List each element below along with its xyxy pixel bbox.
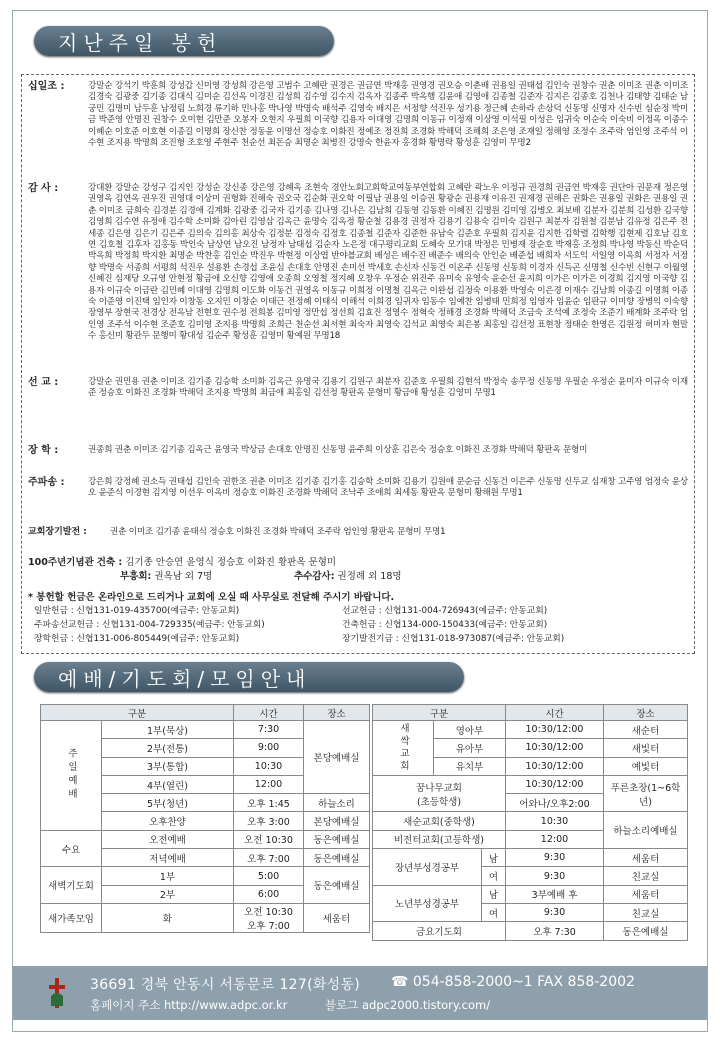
col-header: 장소 <box>604 705 688 721</box>
service-time: 9:30 <box>506 903 604 921</box>
service-place: 동은예배실 <box>604 922 688 940</box>
gender: 남 <box>482 885 506 903</box>
col-header: 구분 <box>41 705 234 721</box>
footer <box>13 966 707 1020</box>
service-place: 세움터 <box>304 903 370 932</box>
section-text: 강말순 권민용 권춘 이미조 김기종 김승학 소미화 김옥근 유명국 김용기 김원구 최분자 김준호 우필희 김현석 박정숙 송무정 신동명 우필순 우정순 윤미자 이규숙 이재준 정승호 이화진 조경화 박해덕 조지용 박명희 최금애 최홍일 김선정 황판옥 문형미 황금애 황성훈 김영미 무명1 <box>88 377 688 399</box>
family-time-2: 오후 7:00 <box>247 920 290 932</box>
service-time: 10:30/12:00 <box>506 775 604 793</box>
service-time: 오전 10:30 <box>234 830 304 848</box>
section-text: 권춘 이미조 김기종 윤태식 정승호 이화진 조경화 박해덕 조주락 엄인영 황판옥 문형미 무명1 <box>110 527 446 537</box>
blog-link[interactable]: 블로그 adpc2000.tistory.com/ <box>325 998 491 1012</box>
dept-name: 금요기도회 <box>373 922 506 940</box>
family-label: 새가족모임 <box>41 903 102 932</box>
centennial-line <box>28 557 336 569</box>
revival-label: 부흥회: <box>120 571 152 582</box>
service-time: 9:00 <box>234 739 304 757</box>
section-mission <box>28 377 688 400</box>
service-time: 6:00 <box>234 885 304 903</box>
revival-text: 권옥남 외 7명 <box>154 571 213 582</box>
elem-name: 꿈나무교회 <box>416 782 462 794</box>
service-time: 오후 7:30 <box>506 922 604 940</box>
service-time: 10:30 <box>506 812 604 830</box>
harvest-label: 추수감사: <box>294 571 335 582</box>
service-name: 5부(청년) <box>102 794 234 812</box>
col-header: 시간 <box>506 705 604 721</box>
account-right: 건축헌금 : 신협134-000-150433(예금주: 안동교회) <box>342 620 548 630</box>
phone-fax: ☎ 054-858-2000~1 FAX 858-2002 <box>391 974 635 990</box>
service-place: 세움터 <box>604 849 688 867</box>
section-text: 강대환 강말순 강성구 김지인 강성순 강신종 강은영 강혜옥 조현숙 경안노회고회학교여동부연합회 고혜란 곽노우 이정규 권경희 권금연 박재홍 권단아 권문재 정은영 권영옥 김연옥 권우진 권영대 이상미 권형화 진해숙 권오국 김순화 권오학 이필남 권용일 이승권 황광순 권용재 이유진 권재경 권해은 권화은 권용일 권화은 권용일 권춘 이미조 금희숙 김경분 김경애 김계화 김광중 김국자 김기종 김나영 김나은 김남희 김동영 김동환 이혜진 김명원 김미영 김병오 최보배 김분자 김분희 김성환 김국향 김영희 김수연 유정애 김수학 소미화 김아린 김영삼 김옥근 윤명숙 김옥정 황순철 김용경 권정자 김용기 김용숙 김미숙 김원구 최분자 김원철 김분남 김유정 김은주 전세종 김은영 김은기 김은주 김의숙 김의홍 최상숙 김정분 김정숙 김정호 김종철 김준자 김준한 유남숙 김준호 우필희 김지윤 김지한 김학렬 김학행 김현제 김호남 김호연 김호철 김후자 김홍동 박인숙 남상연 남오진 남정자 남태섭 김순자 노은정 대구평리교회 도혜숙 모기대 박정은 민병재 장순호 박재홍 조정희 박나영 박동신 박순덕 박옥희 박정희 박지환 최명순 박찬홍 김인순 박진우 박현정 이상엽 반야블교회 배성은 배수진 배준수 배의숙 안인순 배준섭 배희자 서도익 서일영 이옥희 서정자 서정향 박명숙 서종희 서평희 석진우 설용환 손경섭 조윤심 손대호 안명진 손미선 박세호 손신자 신동건 이온주 신동명 신동희 이경자 신득곤 신명철 신수빈 신현구 이월영 신혜진 심재당 오규영 안현정 황금애 오신향 김영애 오종희 오영철 정지혜 오창우 우정순 위진주 유미숙 유영숙 윤순선 윤지희 이가은 이가은 이경희 김지영 이국향 김용자 이규숙 이금란 김민혜 이대영 김명희 이도화 이동건 권영옥 이동규 이희정 이명철 김옥근 이완섭 김정숙 이용환 박영숙 이은경 이재수 김남희 이종길 이명희 이종숙 이준영 이진택 임인자 이창동 오지민 이창순 이태근 전정혜 이태식 이해석 이희경 임귀자 임동수 임예찬 임병태 민희정 임영자 임윤순 임판규 이미향 장병익 이숙향 장영부 장현국 전경상 전옥남 전현호 권수정 전희봉 김미영 정만섭 정선희 김효진 정영수 정혁숙 정해경 조경화 박해덕 조금숙 조석예 조정숙 조준기 배계화 조주락 엄인영 조주석 이수현 조준호 김미영 조지용 박명희 조희근 천순선 최서현 최숙자 최영숙 김석교 최영숙 최은봉 최홍일 김선정 표현창 정태순 한영은 김원정 허미자 현말수 홍신미 황관두 문행미 황대성 김순주 황성훈 김영미 황예원 무명18 <box>88 183 688 342</box>
service-place: 친교실 <box>604 903 688 921</box>
gender: 여 <box>482 867 506 885</box>
service-time: 10:30/12:00 <box>506 757 604 775</box>
dawn-label: 새벽기도회 <box>41 867 102 904</box>
col-header: 시간 <box>234 705 304 721</box>
service-place: 동은예배실 <box>304 849 370 867</box>
jang-label: 장년부성경공부 <box>373 849 482 886</box>
family-time-1: 오전 10:30 <box>244 906 293 918</box>
offering-header: 지난주일 봉헌 <box>34 26 334 56</box>
service-name: 1부(묵상) <box>102 721 234 739</box>
service-name: 오후찬양 <box>102 812 234 830</box>
service-time: 9:30 <box>506 867 604 885</box>
harvest-line <box>294 571 402 583</box>
dawn-part: 1부 <box>102 867 234 885</box>
service-time: 어와나/오후2:00 <box>506 794 604 812</box>
gender: 남 <box>482 849 506 867</box>
service-time: 오후 1:45 <box>234 794 304 812</box>
service-time: 10:30/12:00 <box>506 739 604 757</box>
section-label: 선 교 : <box>28 377 59 388</box>
nonyeon-label: 노년부성경공부 <box>373 885 482 922</box>
section-label: 주파송 : <box>28 477 65 488</box>
elem-sub: (초등학생) <box>416 796 462 808</box>
service-place: 하늘소리예배실 <box>604 812 688 849</box>
account-left: 일반헌금 : 신협131-019-435700(예금주: 안동교회) <box>34 606 240 616</box>
col-header: 구분 <box>373 705 506 721</box>
section-text: 권종희 권춘 이미조 김기종 김옥근 윤영국 박상금 손대호 안명진 신동명 윤주희 이상훈 김은숙 정승호 이화진 조경화 박해덕 황판옥 문형미 <box>88 445 588 455</box>
dept-name: 영아부 <box>434 721 506 739</box>
account-right: 장기발전기금 : 신협131-018-973087(예금주: 안동교회) <box>342 634 565 644</box>
service-time: 9:30 <box>506 849 604 867</box>
service-time: 10:30/12:00 <box>506 721 604 739</box>
service-place: 동은예배실 <box>304 867 370 904</box>
offering-box <box>21 74 695 654</box>
section-tithe <box>28 81 688 149</box>
dept-name: 유치부 <box>434 757 506 775</box>
service-place: 본당예배실 <box>304 812 370 830</box>
dept-name: 유아부 <box>434 739 506 757</box>
dept-name: 새순교회(중학생) <box>373 812 506 830</box>
service-name: 2부(전통) <box>102 739 234 757</box>
family-day: 화 <box>102 903 234 932</box>
service-place: 새순터 <box>604 721 688 739</box>
service-time: 7:30 <box>234 721 304 739</box>
kids-label: 새싹교회 <box>373 721 434 776</box>
service-name: 4부(열린) <box>102 775 234 793</box>
service-time: 10:30 <box>234 757 304 775</box>
service-name: 오전예배 <box>102 830 234 848</box>
address: 36691 경북 안동시 서동문로 127(화성동) <box>90 977 361 993</box>
service-place: 본당예배실 <box>304 721 370 794</box>
notice-text: * 봉헌할 헌금은 온라인으로 드리거나 교회에 오실 때 사무실로 전달해 주시기 바랍니다. <box>28 592 395 603</box>
section-text: 강은희 강정혜 권소득 권태섭 김인숙 권한조 권춘 이미조 김기종 김기홍 김승학 소미화 김용기 김원애 문순금 신동건 이은주 신동명 신두교 심재창 고주영 엄정숙 윤상오 윤준식 이경현 김지영 이선우 이옥비 정승호 이화진 조경화 박해덕 조낙주 조애희 최세동 황판옥 문형미 황해원 무명1 <box>88 477 688 499</box>
service-time: 오후 7:00 <box>234 849 304 867</box>
church-logo-icon <box>45 976 69 1010</box>
centennial-label: 100주년기념관 <box>28 557 94 568</box>
revival-line <box>120 571 212 583</box>
elem-label <box>373 775 506 812</box>
build-label: 건축 : <box>96 557 123 568</box>
service-place: 세움터 <box>604 885 688 903</box>
sunday-label: 주일예배 <box>41 721 102 831</box>
schedule-header: 예배/기도회/모임안내 <box>34 662 464 692</box>
wed-label: 수요 <box>41 830 102 867</box>
dept-name: 비전터교회(고등학생) <box>373 830 506 848</box>
service-place: 새빛터 <box>604 739 688 757</box>
section-thanks <box>28 183 688 343</box>
service-place: 친교실 <box>604 867 688 885</box>
service-place: 동은예배실 <box>304 830 370 848</box>
account-left: 주파송선교헌금 : 신협131-004-729335(예금주: 안동교회) <box>34 620 265 630</box>
section-scholarship <box>28 445 688 456</box>
service-name: 저녁예배 <box>102 849 234 867</box>
service-place: 푸른초장(1~6학년) <box>604 775 688 812</box>
section-label: 교회장기발전 : <box>28 527 87 537</box>
account-left: 장학헌금 : 신협131-006-805449(예금주: 안동교회) <box>34 634 240 644</box>
service-time: 12:00 <box>234 775 304 793</box>
service-time: 3부예배 후 <box>506 885 604 903</box>
service-time: 12:00 <box>506 830 604 848</box>
service-place: 예빛터 <box>604 757 688 775</box>
service-place: 하늘소리 <box>304 794 370 812</box>
section-label: 십일조 : <box>28 81 65 92</box>
gender: 여 <box>482 903 506 921</box>
section-label: 장 학 : <box>28 445 59 456</box>
service-name: 3부(통합) <box>102 757 234 775</box>
account-right: 선교헌금 : 신협131-004-726943(예금주: 안동교회) <box>342 606 548 616</box>
section-text: 강말순 강석기 박훈희 강성갑 신미영 강성희 강은영 고범수 고혜란 권경은 권금연 박재홍 권영경 권오승 이춘배 권용일 권태섭 김인숙 권창수 권춘 이미조 권춘 이미조 김경숙 김광중 김기종 김대식 김미순 김선옥 이경진 김성희 김수영 김수지 김옥자 김종주 박옥행 김윤애 김영애 김종철 김준자 김지은 김종호 김천나 김태향 김태순 남궁민 김명미 남두훈 남정림 노희경 류기하 민나홍 박나영 박명숙 배석주 김영숙 배지은 서정향 석진우 성기용 정근혜 손하라 손상덕 신동명 신명자 신수빈 심순정 박미금 박준영 안명진 권창수 오미현 김만준 오봉자 오현지 우필희 이국향 김용자 이대영 김명희 이동규 이정재 이상영 이석필 이성은 임귀숙 이순숙 이숙비 이정옥 이종수 이혜순 이호준 이호현 이종길 이명희 장신찬 정동윤 이명선 정승호 이화진 정예조 정진희 조경화 박해덕 조해희 조은영 조재일 정해영 조정수 조주락 엄인영 조주석 이수현 조지용 박명희 조진형 조호영 주현주 천순선 최돈승 최명순 최병진 강명숙 한윤자 홍경화 황명락 황성훈 김영미 무명2 <box>88 81 688 149</box>
harvest-text: 권정례 외 18명 <box>337 571 402 582</box>
section-missionary <box>28 477 688 500</box>
col-header: 장소 <box>304 705 370 721</box>
dawn-part: 2부 <box>102 885 234 903</box>
build-text: 김기종 안승연 윤영식 정승호 이화진 황판옥 문형미 <box>125 557 337 568</box>
service-time: 오후 3:00 <box>234 812 304 830</box>
schedule-table-left <box>40 704 370 933</box>
homepage-link[interactable]: 홈페이지 주소 http://www.adpc.or.kr <box>90 998 288 1012</box>
family-time <box>234 903 304 932</box>
schedule-table-right <box>372 704 688 941</box>
section-label: 감 사 : <box>28 183 59 194</box>
section-longterm <box>28 527 688 538</box>
service-time: 5:00 <box>234 867 304 885</box>
